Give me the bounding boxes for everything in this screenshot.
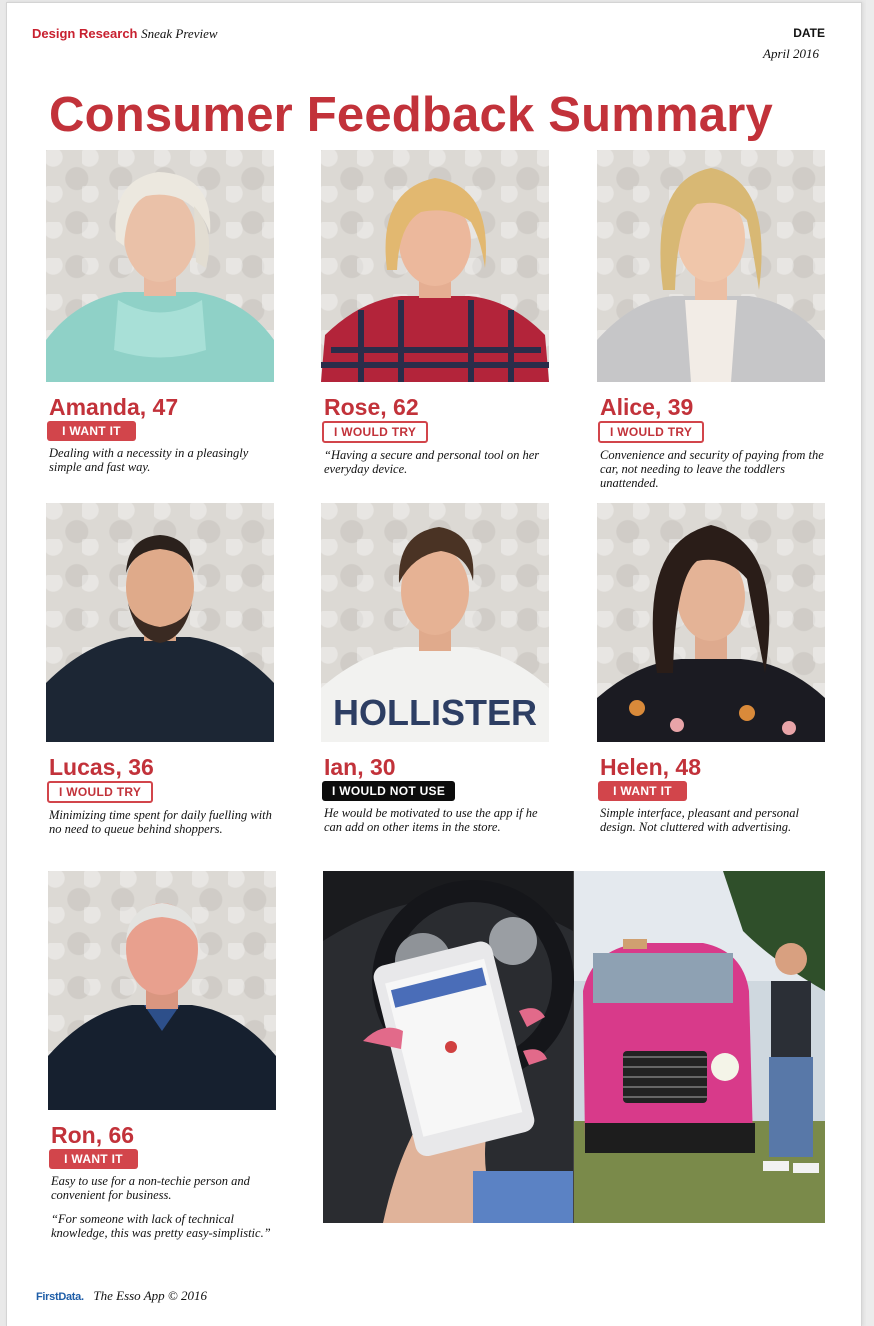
person-card-ron — [48, 871, 276, 1240]
footer-copyright: The Esso App © 2016 — [93, 1288, 208, 1303]
person-name: Ian, 30 — [324, 754, 396, 780]
person-name: Alice, 39 — [600, 394, 694, 420]
person-photo-lucas — [46, 503, 274, 742]
footer — [36, 1288, 207, 1304]
document-page — [6, 2, 862, 1326]
person-name: Amanda, 47 — [49, 394, 179, 420]
person-card-rose — [321, 150, 549, 476]
verdict-badge: I WOULD TRY — [598, 421, 704, 443]
person-card-amanda — [46, 150, 274, 474]
person-quote: Minimizing time spent for daily fuelling with no need to queue behind shoppers. — [49, 808, 272, 837]
person-card-lucas — [46, 503, 274, 836]
person-name: Ron, 66 — [51, 1122, 135, 1148]
person-quote: “Having a secure and personal tool on her everyday device. — [324, 448, 540, 477]
person-photo-helen — [597, 503, 825, 742]
person-photo-ron — [48, 871, 276, 1110]
verdict-badge: I WANT IT — [49, 1149, 138, 1169]
person-quote-2: “For someone with lack of technical knowledge, this was pretty easy-simplistic.” — [51, 1212, 271, 1241]
person-name: Rose, 62 — [324, 394, 419, 420]
brand-label: Design Research — [32, 26, 138, 41]
person-quote: Simple interface, pleasant and personal design. Not cluttered with advertising. — [600, 806, 799, 835]
date-value: April 2016 — [763, 46, 819, 61]
page-title: Consumer Feedback Summary — [49, 88, 773, 142]
verdict-badge: I WOULD TRY — [322, 421, 428, 443]
person-card-helen — [597, 503, 825, 834]
firstdata-logo: FirstData. — [36, 1291, 84, 1303]
verdict-badge: I WANT IT — [598, 781, 687, 801]
person-name: Helen, 48 — [600, 754, 701, 780]
person-quote: He would be motivated to use the app if he can add on other items in the store. — [324, 806, 538, 835]
usage-photo — [323, 871, 825, 1223]
window-edge — [866, 0, 874, 1326]
person-photo-ian — [321, 503, 549, 742]
person-quote: Easy to use for a non-techie person and convenient for business. — [51, 1174, 250, 1203]
hoodie-print: HOLLISTER — [333, 692, 537, 733]
header-left — [32, 26, 218, 42]
date-label: DATE — [793, 26, 825, 40]
person-card-alice — [597, 150, 825, 490]
verdict-badge: I WANT IT — [47, 421, 136, 441]
person-photo-rose — [321, 150, 549, 382]
person-quote: Dealing with a necessity in a pleasingly simple and fast way. — [49, 446, 249, 475]
person-quote: Convenience and security of paying from the car, not needing to leave the toddlers unattended. — [600, 448, 824, 491]
person-photo-amanda — [46, 150, 274, 382]
usage-photo-collage — [323, 871, 825, 1223]
person-photo-alice — [597, 150, 825, 382]
verdict-badge: I WOULD NOT USE — [322, 781, 455, 801]
person-card-ian — [321, 503, 549, 834]
person-name: Lucas, 36 — [49, 754, 154, 780]
verdict-badge: I WOULD TRY — [47, 781, 153, 803]
preview-label: Sneak Preview — [141, 26, 218, 41]
